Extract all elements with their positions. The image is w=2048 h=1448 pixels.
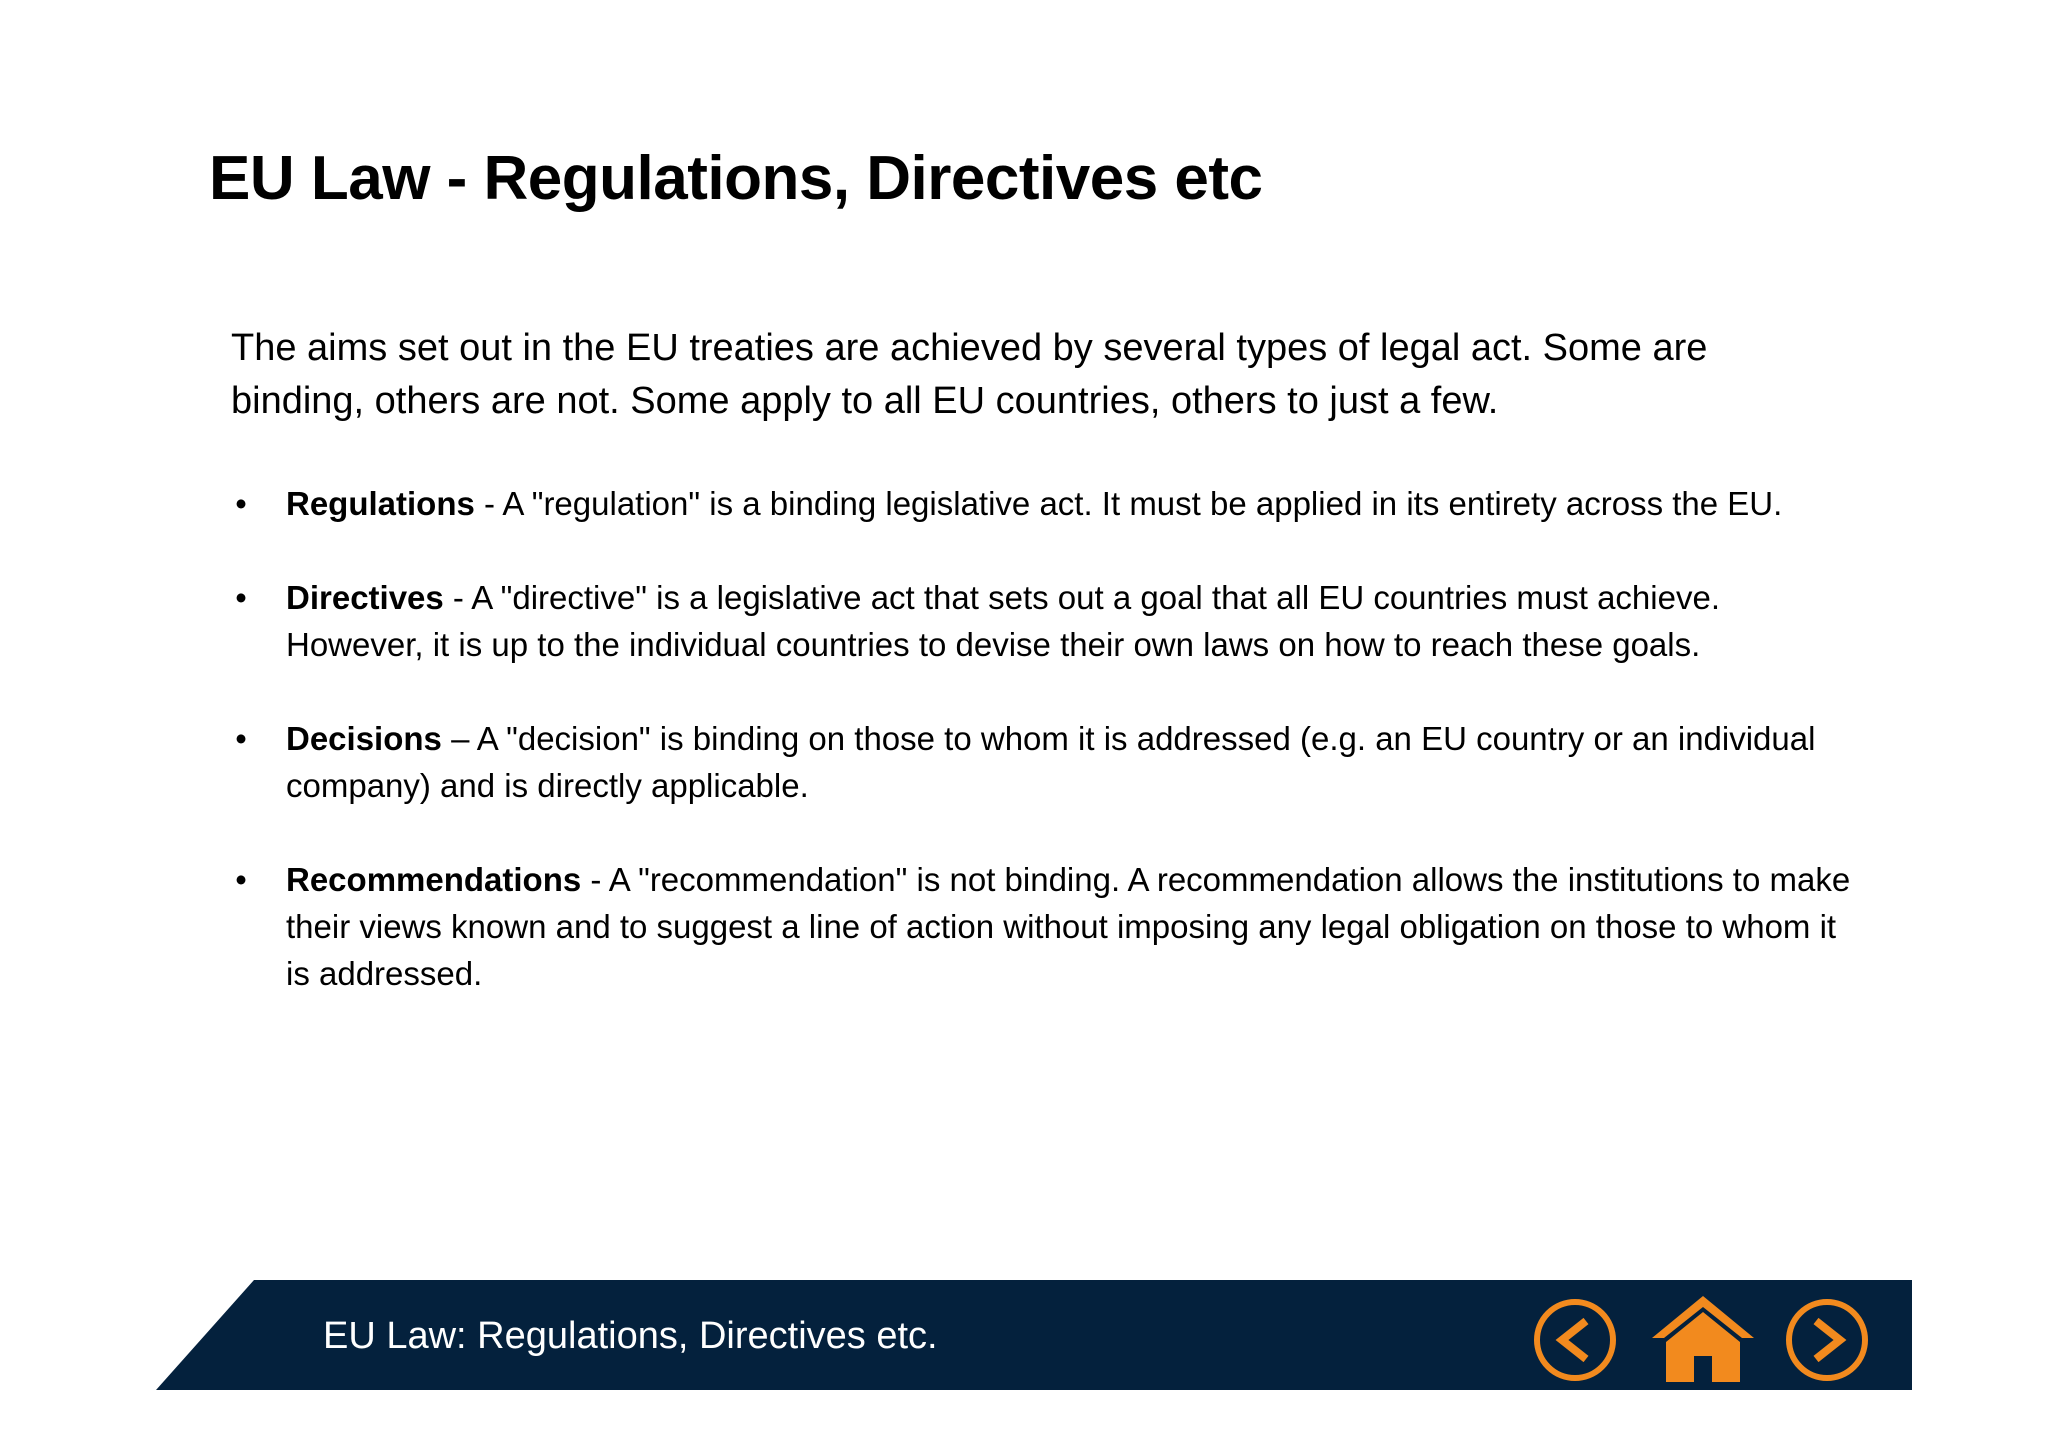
bullet-icon: • (235, 861, 247, 898)
next-slide-button[interactable] (1784, 1297, 1870, 1383)
term-regulations: Regulations (286, 485, 475, 522)
bullet-icon: • (235, 579, 247, 616)
definition-recommendations: - A "recommendation" is not binding. A recommendation allows the institutions to make their views known and to suggest a line of action without imposing any legal obligation on those to whom it is addressed. (286, 861, 1851, 992)
chevron-right-circle-icon (1784, 1297, 1870, 1383)
term-recommendations: Recommendations (286, 861, 582, 898)
legal-acts-list (231, 480, 1851, 1044)
previous-slide-button[interactable] (1532, 1297, 1618, 1383)
definition-regulations: - A "regulation" is a binding legislative act. It must be applied in its entirety across the EU. (474, 485, 1783, 522)
footer-title: EU Law: Regulations, Directives etc. (323, 1315, 938, 1357)
list-item-decisions (231, 715, 1851, 809)
term-decisions: Decisions (286, 720, 442, 757)
intro-paragraph: The aims set out in the EU treaties are achieved by several types of legal act. Some are binding, others are not. Some apply to all EU countries, others to just a few. (231, 327, 1708, 422)
list-item-regulations (231, 480, 1851, 527)
bullet-icon: • (235, 485, 247, 522)
list-item-recommendations (231, 856, 1851, 997)
term-directives: Directives (286, 579, 444, 616)
list-item-directives (231, 574, 1851, 668)
bullet-icon: • (235, 720, 247, 757)
definition-directives: - A "directive" is a legislative act that sets out a goal that all EU countries must achieve. However, it is up to the individual countries to devise their own laws on how to reach these goals. (286, 579, 1720, 663)
chevron-left-circle-icon (1532, 1297, 1618, 1383)
home-icon (1648, 1292, 1758, 1384)
definition-decisions: – A "decision" is binding on those to whom it is addressed (e.g. an EU country or an individual company) and is directly applicable. (286, 720, 1816, 804)
home-button[interactable] (1648, 1292, 1758, 1384)
slide-title: EU Law - Regulations, Directives etc (209, 144, 1263, 213)
